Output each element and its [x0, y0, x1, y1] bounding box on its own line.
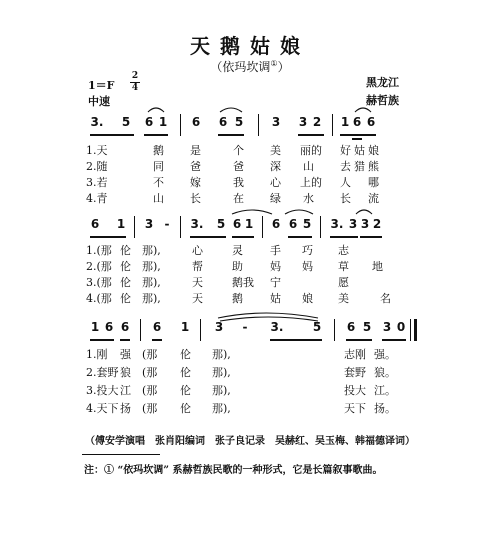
underline	[382, 339, 406, 341]
barline	[262, 216, 263, 238]
lyric: 鹅	[232, 292, 243, 305]
lyric-line	[0, 400, 500, 416]
note: 3	[348, 217, 358, 231]
lyric: 爸	[190, 160, 201, 173]
underline	[330, 236, 358, 238]
note: 1	[158, 115, 168, 129]
key-signature: 1＝F	[88, 79, 115, 92]
lyric: 我	[233, 176, 244, 189]
note: 5	[302, 217, 312, 231]
lyric: 同	[153, 160, 164, 173]
lyric: 扬	[120, 402, 131, 415]
note: 6	[90, 217, 100, 231]
underline	[352, 138, 362, 140]
barline	[258, 114, 259, 136]
lyric: (那	[142, 384, 158, 397]
lyric: 美	[338, 292, 349, 305]
lyric: 帮	[192, 260, 203, 273]
subtitle-text: （依玛坎调	[210, 60, 271, 74]
note: 1	[90, 320, 100, 334]
lyric: 巧	[302, 244, 313, 257]
note: -	[164, 217, 170, 231]
note: 6	[104, 320, 114, 334]
lyric: 娘	[368, 144, 379, 157]
lyric: 草	[338, 260, 349, 273]
underline	[346, 339, 372, 341]
lyric: 妈	[302, 260, 313, 273]
lyric: 美	[270, 144, 281, 157]
lyric: 4.(那	[86, 292, 112, 305]
lyric: 上的	[300, 176, 322, 189]
lyric-line	[0, 174, 500, 190]
region-label: 黑龙江	[366, 76, 399, 89]
barline	[180, 216, 181, 238]
lyric: 江。	[374, 384, 396, 397]
underline	[90, 134, 134, 136]
barline	[320, 216, 321, 238]
lyric: 鹅我	[232, 276, 254, 289]
lyric: 熊	[368, 160, 379, 173]
lyric: 伦	[120, 276, 131, 289]
note: 6	[352, 115, 362, 129]
lyric: 1.天	[86, 144, 108, 157]
lyric: 在	[233, 192, 244, 205]
lyric: 志	[338, 244, 349, 257]
time-signature-top: 2	[131, 71, 139, 81]
note: 1	[340, 115, 350, 129]
note: 5	[234, 115, 244, 129]
note: 6	[288, 217, 298, 231]
lyric-line	[0, 158, 500, 174]
lyric: 3.若	[86, 176, 108, 189]
underline	[144, 134, 168, 136]
note: 6	[232, 217, 242, 231]
underline	[120, 339, 130, 341]
note: 1	[116, 217, 126, 231]
lyric: 心	[270, 176, 281, 189]
lyric: 助	[232, 260, 243, 273]
barline	[180, 114, 181, 136]
tempo-marking: 中速	[88, 95, 110, 108]
lyric: 套野	[344, 366, 366, 379]
barline	[334, 319, 335, 341]
note: 0	[396, 320, 406, 334]
lyric: 那),	[142, 260, 161, 273]
lyric: 长	[190, 192, 201, 205]
lyric: 志刚	[344, 348, 366, 361]
note: 6	[191, 115, 201, 129]
note: 3	[382, 320, 392, 334]
note: 5	[312, 320, 322, 334]
note: 5	[216, 217, 226, 231]
lyric: 天	[192, 292, 203, 305]
note: 6	[346, 320, 356, 334]
lyric: 灵	[232, 244, 243, 257]
lyric: 手	[270, 244, 281, 257]
time-signature	[130, 72, 140, 93]
ethnicity-label: 赫哲族	[366, 94, 399, 107]
lyric: (那	[142, 402, 158, 415]
note: 6	[218, 115, 228, 129]
lyric: 2.(那	[86, 260, 112, 273]
lyric: 强。	[374, 348, 396, 361]
time-signature-bottom: 4	[131, 83, 139, 93]
note: 3	[298, 115, 308, 129]
lyric: 3.(那	[86, 276, 112, 289]
lyric: 心	[192, 244, 203, 257]
lyric: 爸	[233, 160, 244, 173]
lyric-line	[0, 382, 500, 398]
lyric: 狼	[120, 366, 131, 379]
note: 3	[144, 217, 154, 231]
lyric: 天	[192, 276, 203, 289]
lyric: 伦	[120, 292, 131, 305]
lyric: 地	[372, 260, 383, 273]
lyric: 3.投大	[86, 384, 119, 397]
underline	[360, 236, 382, 238]
lyric-line	[0, 346, 500, 362]
lyric: 伦	[180, 384, 191, 397]
lyric: 妈	[270, 260, 281, 273]
lyric: 流	[368, 192, 379, 205]
lyric: 猎	[354, 160, 365, 173]
score-row-3	[0, 320, 500, 340]
note: 1	[244, 217, 254, 231]
credits-line: （傅安学演唱 张肖阳编词 张子良记录 吴赫红、吴玉梅、韩福德译词）	[85, 436, 415, 447]
note: 3	[360, 217, 370, 231]
lyric: 山	[153, 192, 164, 205]
song-title: 天鹅姑娘	[190, 34, 310, 58]
note: 6	[144, 115, 154, 129]
note: 6	[366, 115, 376, 129]
final-barline-thick	[414, 319, 417, 341]
barline	[134, 216, 135, 238]
note: 6	[120, 320, 130, 334]
lyric: 好	[340, 144, 351, 157]
lyric: 伦	[180, 348, 191, 361]
underline	[190, 236, 226, 238]
lyric: 愿	[338, 276, 349, 289]
lyric: 宁	[270, 276, 281, 289]
note: 3	[214, 320, 224, 334]
lyric: 1.刚	[86, 348, 108, 361]
lyric: 那),	[142, 244, 161, 257]
lyric: 那),	[142, 276, 161, 289]
lyric: 水	[303, 192, 314, 205]
barline	[332, 114, 333, 136]
lyric-line	[0, 190, 500, 206]
lyric-line	[0, 242, 500, 258]
lyric: 嫁	[190, 176, 201, 189]
note: 5	[362, 320, 372, 334]
underline	[232, 236, 254, 238]
underline	[270, 339, 322, 341]
barline	[200, 319, 201, 341]
lyric: 名	[380, 292, 391, 305]
footnote-text: 注：① “依玛坎调” 系赫哲族民歌的一种形式，它是长篇叙事歌曲。	[84, 465, 383, 476]
lyric: 去	[340, 160, 351, 173]
lyric: 4.天下	[86, 402, 119, 415]
lyric: 是	[190, 144, 201, 157]
lyric: 那),	[212, 366, 231, 379]
underline	[218, 134, 244, 136]
lyric: 江	[120, 384, 131, 397]
underline	[298, 134, 324, 136]
lyric: 2.套野	[86, 366, 119, 379]
lyric: 哪	[368, 176, 379, 189]
lyric: (那	[142, 348, 158, 361]
lyric: 姑	[354, 144, 365, 157]
lyric: 2.随	[86, 160, 108, 173]
note: 3	[271, 115, 281, 129]
note: 3.	[90, 115, 104, 129]
lyric: (那	[142, 366, 158, 379]
subtitle-close: ）	[277, 60, 290, 74]
lyric: 投大	[344, 384, 366, 397]
underline	[152, 339, 162, 341]
lyric-line	[0, 290, 500, 306]
score-row-2	[0, 217, 500, 237]
footnote-marker: ①	[270, 59, 278, 68]
lyric: 伦	[180, 366, 191, 379]
lyric: 那),	[212, 402, 231, 415]
lyric: 扬。	[374, 402, 396, 415]
note: 2	[312, 115, 322, 129]
lyric: 天下	[344, 402, 366, 415]
lyric: 不	[153, 176, 164, 189]
final-barline-thin	[410, 319, 411, 341]
lyric: 山	[303, 160, 314, 173]
barline	[140, 319, 141, 341]
underline	[90, 236, 126, 238]
lyric: 个	[233, 144, 244, 157]
note: -	[242, 320, 248, 334]
lyric: 长	[340, 192, 351, 205]
lyric: 那),	[142, 292, 161, 305]
lyric: 深	[270, 160, 281, 173]
lyric: 那),	[212, 384, 231, 397]
underline	[340, 134, 376, 136]
lyric: 娘	[302, 292, 313, 305]
note: 1	[180, 320, 190, 334]
lyric-line	[0, 364, 500, 380]
note: 2	[372, 217, 382, 231]
note: 5	[121, 115, 131, 129]
underline	[288, 236, 312, 238]
note: 6	[152, 320, 162, 334]
lyric: 伦	[120, 244, 131, 257]
lyric-line	[0, 142, 500, 158]
footnote-rule	[82, 454, 160, 455]
lyric: 伦	[180, 402, 191, 415]
underline	[90, 339, 114, 341]
note: 3.	[190, 217, 204, 231]
lyric: 姑	[270, 292, 281, 305]
lyric-line	[0, 258, 500, 274]
lyric: 1.(那	[86, 244, 112, 257]
lyric: 鹅	[153, 144, 164, 157]
lyric: 那),	[212, 348, 231, 361]
lyric-line	[0, 274, 500, 290]
lyric: 4.青	[86, 192, 108, 205]
song-subtitle	[0, 58, 500, 75]
note: 6	[271, 217, 281, 231]
lyric: 丽的	[300, 144, 322, 157]
lyric: 伦	[120, 260, 131, 273]
score-row-1	[0, 115, 500, 135]
lyric: 绿	[270, 192, 281, 205]
lyric: 强	[120, 348, 131, 361]
note: 3.	[330, 217, 344, 231]
lyric: 狼。	[374, 366, 396, 379]
lyric: 人	[340, 176, 351, 189]
note: 3.	[270, 320, 284, 334]
